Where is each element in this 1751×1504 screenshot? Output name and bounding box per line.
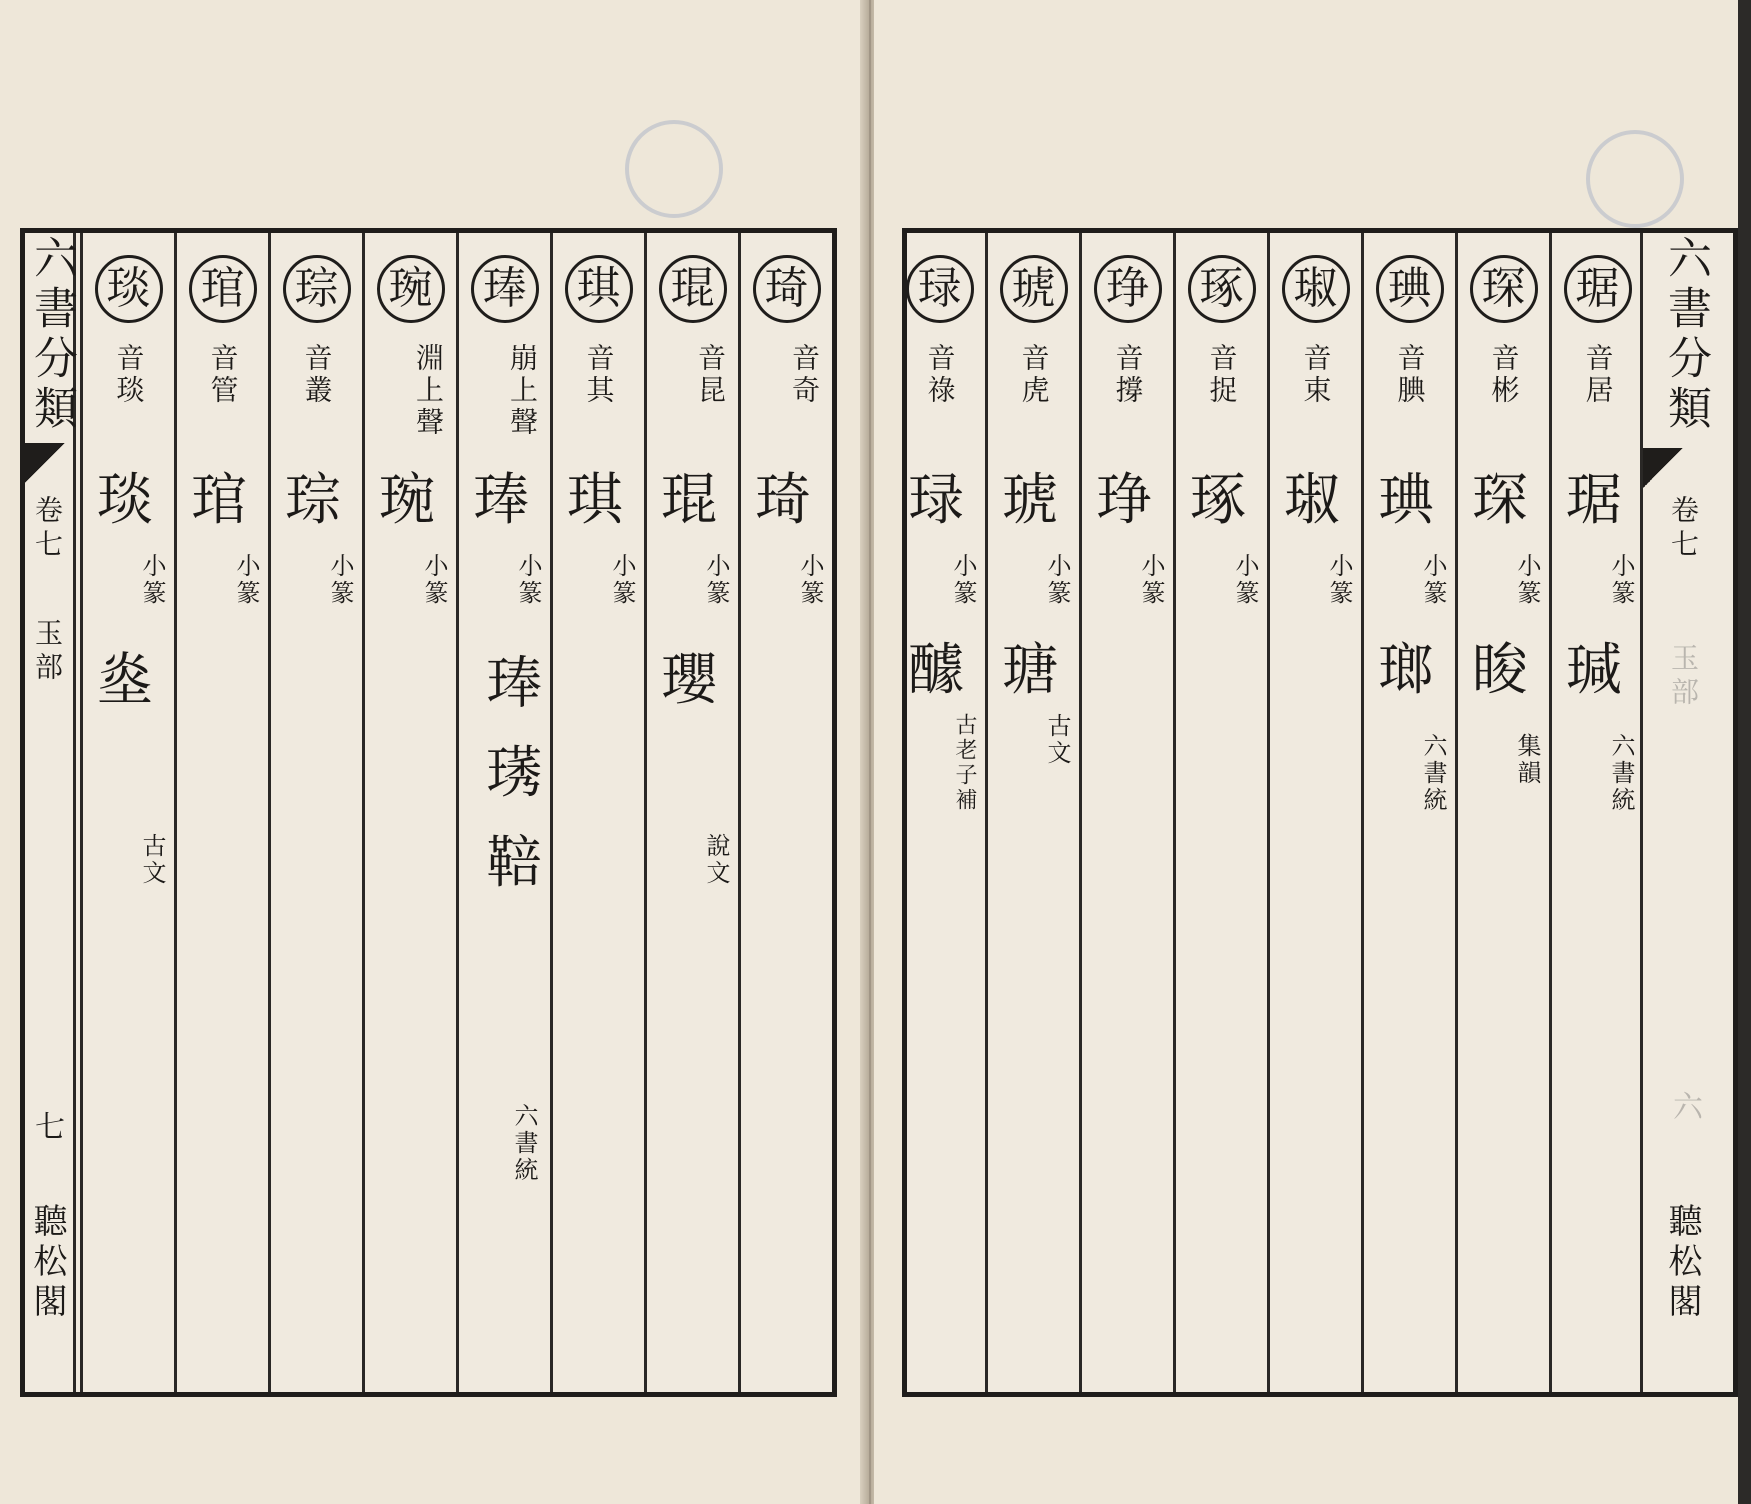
head-character: 琭 xyxy=(906,255,974,323)
entry-column xyxy=(985,233,1079,1392)
left-page xyxy=(0,0,866,1504)
variant-glyph: 瑯 xyxy=(1378,638,1434,703)
source-label: 小篆 xyxy=(326,553,354,607)
section-label: 玉部 xyxy=(31,618,64,686)
seal-glyph: 琚 xyxy=(1566,468,1622,533)
entry-column xyxy=(1361,233,1455,1392)
pronunciation: 音祿 xyxy=(923,343,957,407)
entry-column xyxy=(1549,233,1643,1392)
variant-glyph: 瑊 xyxy=(1566,638,1622,703)
head-character: 琥 xyxy=(1000,255,1068,323)
pronunciation: 音虎 xyxy=(1017,343,1051,407)
source-label: 小篆 xyxy=(1513,553,1541,607)
head-character: 琯 xyxy=(189,255,257,323)
variant-glyph: 睃 xyxy=(1472,638,1528,703)
variant-glyph: 瓔 xyxy=(661,648,717,713)
source-label: 小篆 xyxy=(232,553,260,607)
pronunciation: 音奇 xyxy=(788,343,821,407)
left-entry-columns xyxy=(73,233,832,1392)
head-character: 琰 xyxy=(95,255,163,323)
source-label: 小篆 xyxy=(796,553,824,607)
source-label: 小篆 xyxy=(1325,553,1353,607)
seal-glyph: 琭 xyxy=(908,468,964,533)
page-number: 六 xyxy=(1673,1090,1703,1125)
head-character: 琤 xyxy=(1094,255,1162,323)
entry-column xyxy=(456,233,550,1392)
seal-glyph: 琨 xyxy=(661,468,717,533)
pronunciation: 音琰 xyxy=(112,343,146,407)
right-page-frame xyxy=(902,228,1738,1397)
book-edge xyxy=(1738,0,1751,1504)
entry-column xyxy=(362,233,456,1392)
entry-column xyxy=(1267,233,1361,1392)
pronunciation: 音捉 xyxy=(1205,343,1239,407)
source-label: 小篆 xyxy=(1043,553,1071,607)
pronunciation: 音叢 xyxy=(300,343,334,407)
source-label: 小篆 xyxy=(1607,553,1635,607)
pronunciation: 音撐 xyxy=(1111,343,1145,407)
volume-label: 卷七 xyxy=(1667,495,1700,563)
head-character: 琠 xyxy=(1376,255,1444,323)
right-entry-columns xyxy=(907,233,1643,1392)
source-label: 古文 xyxy=(138,833,166,887)
left-page-margin xyxy=(25,233,76,1392)
seal-glyph: 琬 xyxy=(379,468,435,533)
seal-glyph: 琮 xyxy=(285,468,341,533)
pronunciation: 崩上聲 xyxy=(506,343,539,439)
variant-glyphs: 琫 璓 鞛 xyxy=(477,653,542,897)
right-page xyxy=(874,0,1740,1504)
head-character: 琡 xyxy=(1282,255,1350,323)
seal-glyph: 琤 xyxy=(1096,468,1152,533)
pronunciation: 音其 xyxy=(582,343,616,407)
pronunciation: 音束 xyxy=(1299,343,1333,407)
pronunciation: 音腆 xyxy=(1393,343,1427,407)
head-character: 琪 xyxy=(565,255,633,323)
section-label: 玉部 xyxy=(1667,643,1700,711)
seal-glyph: 琡 xyxy=(1284,468,1340,533)
fishtail-mark xyxy=(1643,448,1683,488)
source-label: 六書統 xyxy=(1419,733,1447,814)
seal-glyph: 琛 xyxy=(1472,468,1528,533)
fishtail-mark xyxy=(25,443,65,483)
entry-column xyxy=(550,233,644,1392)
seal-glyph: 琢 xyxy=(1190,468,1246,533)
source-label: 小篆 xyxy=(514,553,542,607)
seal-glyph: 琥 xyxy=(1002,468,1058,533)
head-character: 琚 xyxy=(1564,255,1632,323)
source-label: 小篆 xyxy=(138,553,166,607)
source-label: 古文 xyxy=(1043,713,1071,767)
variant-glyph: 瑭 xyxy=(1002,638,1058,703)
source-label: 六書統 xyxy=(510,1103,538,1184)
book-title: 六書分類 xyxy=(1660,235,1711,435)
bleed-through-seal xyxy=(1586,130,1684,228)
entry-column xyxy=(644,233,738,1392)
publisher-hall: 聽松閣 xyxy=(1662,1203,1702,1323)
source-label: 小篆 xyxy=(608,553,636,607)
head-character: 琢 xyxy=(1188,255,1256,323)
source-label: 小篆 xyxy=(949,553,977,607)
variant-glyph: 醵 xyxy=(908,638,964,703)
seal-glyph: 琯 xyxy=(191,468,247,533)
bleed-through-seal xyxy=(625,120,723,218)
head-character: 琨 xyxy=(659,255,727,323)
head-character: 琦 xyxy=(753,255,821,323)
head-character: 琛 xyxy=(1470,255,1538,323)
pronunciation: 音昆 xyxy=(694,343,727,407)
head-character: 琮 xyxy=(283,255,351,323)
source-label: 小篆 xyxy=(420,553,448,607)
head-character: 琬 xyxy=(377,255,445,323)
source-label: 說文 xyxy=(702,833,730,887)
source-label: 六書統 xyxy=(1607,733,1635,814)
book-title: 六書分類 xyxy=(26,235,77,435)
entry-column xyxy=(902,233,985,1392)
variant-glyph: 烾 xyxy=(97,648,153,713)
pronunciation: 音居 xyxy=(1581,343,1615,407)
source-label: 小篆 xyxy=(1419,553,1447,607)
volume-label: 卷七 xyxy=(31,495,64,563)
seal-glyph: 琦 xyxy=(755,468,811,533)
publisher-hall: 聽松閣 xyxy=(27,1203,67,1323)
source-label: 集韻 xyxy=(1513,733,1541,787)
entry-column xyxy=(268,233,362,1392)
entry-column xyxy=(80,233,174,1392)
seal-glyph: 琫 xyxy=(473,468,529,533)
seal-glyph: 琪 xyxy=(567,468,623,533)
right-page-margin xyxy=(1640,233,1733,1392)
source-label: 小篆 xyxy=(1137,553,1165,607)
entry-column xyxy=(1079,233,1173,1392)
entry-column xyxy=(174,233,268,1392)
head-character: 琫 xyxy=(471,255,539,323)
entry-column xyxy=(738,233,832,1392)
source-label: 小篆 xyxy=(702,553,730,607)
source-label: 古老子補 xyxy=(952,713,977,813)
pronunciation: 音管 xyxy=(206,343,240,407)
pronunciation: 淵上聲 xyxy=(412,343,445,439)
pronunciation: 音彬 xyxy=(1487,343,1521,407)
entry-column xyxy=(1173,233,1267,1392)
seal-glyph: 琰 xyxy=(97,468,153,533)
page-number: 七 xyxy=(35,1110,65,1145)
left-page-frame xyxy=(20,228,837,1397)
entry-column xyxy=(1455,233,1549,1392)
seal-glyph: 琠 xyxy=(1378,468,1434,533)
source-label: 小篆 xyxy=(1231,553,1259,607)
